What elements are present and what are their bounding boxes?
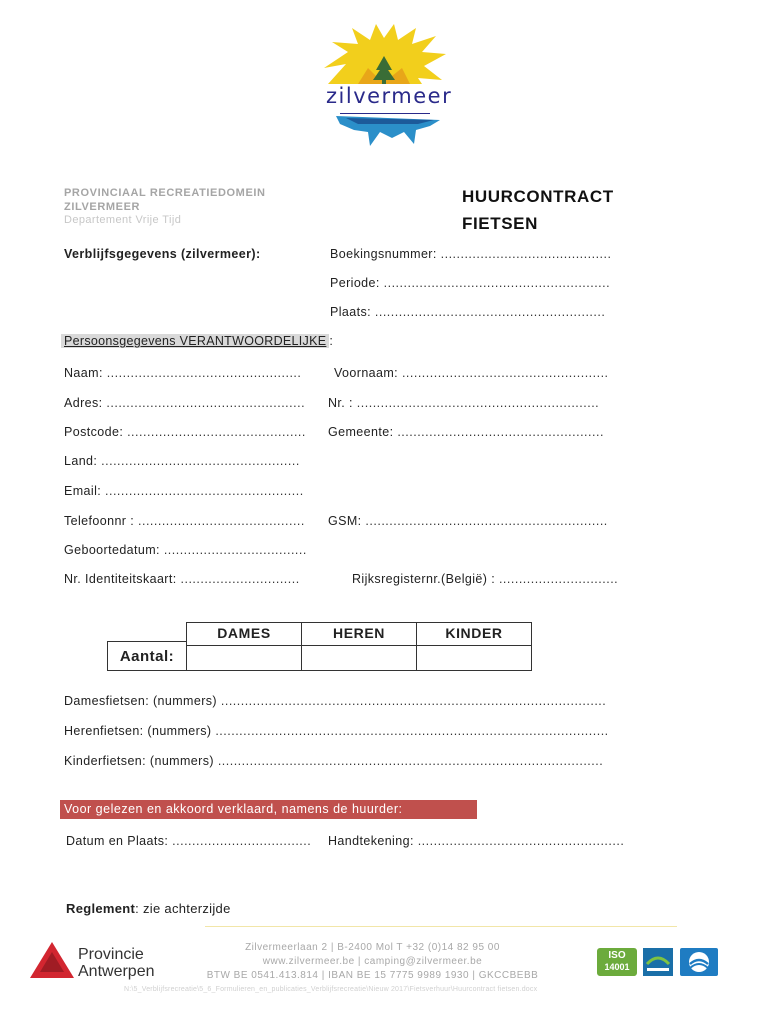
footer-divider (205, 926, 677, 927)
table-header-row (187, 623, 532, 646)
phone-label: Telefoonnr : (64, 514, 135, 528)
booking-number-field[interactable] (330, 247, 611, 261)
id-card-field[interactable] (64, 572, 300, 586)
kids-bike-numbers-field[interactable] (64, 754, 603, 768)
rules-note (66, 901, 231, 916)
province-logo (30, 942, 170, 982)
blue-flag-badge-icon (680, 948, 718, 976)
booking-number-label: Boekingsnummer: (330, 247, 437, 261)
province-name-line1: Provincie (78, 946, 144, 963)
postcode-label: Postcode: (64, 425, 124, 439)
water-icon (318, 116, 452, 148)
iso-badge (597, 948, 637, 976)
name-field[interactable] (64, 366, 301, 380)
name-label: Naam: (64, 366, 103, 380)
document-title-line1: HUURCONTRACT (462, 187, 614, 206)
agreement-banner: Voor gelezen en akkoord verklaard, namens de huurder: (60, 800, 477, 819)
column-header-dames: DAMES (187, 623, 302, 646)
footer-file-path: N:\5_Verblijfsrecreatie\5_6_Formulieren_en_publicaties_Verblijfsrecreatie\Nieuw 2017\Fietsverhuur\Huurcontract fietsen.docx (124, 986, 538, 993)
column-header-kinder: KINDER (417, 623, 532, 646)
place-label: Plaats: (330, 305, 372, 319)
personal-details-heading-colon: : (329, 334, 333, 348)
mobile-field[interactable] (328, 514, 608, 528)
bike-quantity-table (186, 622, 532, 671)
booking-number-dots: ........................................... (440, 247, 612, 261)
rules-text: : zie achterzijde (135, 901, 231, 916)
signature-label: Handtekening: (328, 834, 414, 848)
sun-icon (318, 24, 452, 86)
green-key-badge-icon (643, 948, 673, 976)
firstname-dots: .................................................... (401, 366, 609, 380)
mobile-dots: ............................................................. (365, 514, 608, 528)
firstname-label: Voornaam: (334, 366, 399, 380)
house-number-label: Nr. : (328, 396, 353, 410)
logo-underline (340, 113, 430, 114)
address-label: Adres: (64, 396, 103, 410)
table-row (187, 646, 532, 671)
phone-field[interactable] (64, 514, 305, 528)
province-name-line2: Antwerpen (78, 963, 155, 980)
department: Departement Vrije Tijd (64, 214, 182, 226)
iso-badge-label: ISO (608, 950, 626, 961)
footer-address: Zilvermeerlaan 2 | B-2400 Mol T +32 (0)14 82 95 00 (245, 942, 500, 953)
national-register-label: Rijksregisternr.(België) : (352, 572, 496, 586)
phone-dots: .......................................... (138, 514, 305, 528)
kids-bike-numbers-label: Kinderfietsen: (nummers) (64, 754, 214, 768)
place-dots: .......................................................... (374, 305, 606, 319)
municipality-field[interactable] (328, 425, 604, 439)
mens-bike-numbers-label: Herenfietsen: (nummers) (64, 724, 212, 738)
kids-bike-numbers-dots: ................................................................................................. (217, 754, 604, 768)
address-field[interactable] (64, 396, 305, 410)
zilvermeer-logo (318, 24, 452, 148)
province-triangle-icon (30, 942, 74, 980)
period-field[interactable] (330, 276, 610, 290)
house-number-field[interactable] (328, 396, 599, 410)
firstname-field[interactable] (334, 366, 609, 380)
email-dots: .................................................. (105, 484, 304, 498)
municipality-dots: .................................................... (397, 425, 604, 439)
period-label: Periode: (330, 276, 380, 290)
iso-badge-number: 14001 (604, 962, 630, 972)
birthdate-dots: .................................... (163, 543, 307, 557)
ladies-bike-numbers-field[interactable] (64, 694, 606, 708)
column-header-heren: HEREN (302, 623, 417, 646)
footer-web: www.zilvermeer.be | camping@zilvermeer.be (262, 956, 483, 967)
rules-label: Reglement (66, 901, 136, 916)
stay-details-label: Verblijfsgegevens (zilvermeer): (64, 247, 261, 261)
email-field[interactable] (64, 484, 304, 498)
id-card-label: Nr. Identiteitskaart: (64, 572, 177, 586)
date-place-field[interactable] (66, 834, 311, 848)
country-field[interactable] (64, 454, 300, 468)
id-card-dots: .............................. (180, 572, 300, 586)
birthdate-field[interactable] (64, 543, 307, 557)
quantity-row-label: Aantal: (107, 641, 186, 671)
org-name-line2: ZILVERMEER (64, 201, 141, 213)
mobile-label: GSM: (328, 514, 362, 528)
date-place-dots: ................................... (172, 834, 312, 848)
country-dots: .................................................. (101, 454, 300, 468)
personal-details-heading-text: Persoonsgegevens VERANTWOORDELIJKE (61, 334, 329, 348)
address-dots: .................................................. (106, 396, 306, 410)
national-register-field[interactable] (352, 572, 618, 586)
ladies-bike-numbers-dots: ................................................................................................. (220, 694, 607, 708)
org-name-line1: PROVINCIAAL RECREATIEDOMEIN (64, 187, 266, 199)
ladies-bike-numbers-label: Damesfietsen: (nummers) (64, 694, 217, 708)
signature-field[interactable] (328, 834, 624, 848)
place-field[interactable] (330, 305, 605, 319)
municipality-label: Gemeente: (328, 425, 394, 439)
birthdate-label: Geboortedatum: (64, 543, 160, 557)
name-dots: ................................................. (106, 366, 302, 380)
national-register-dots: .............................. (498, 572, 619, 586)
document-title-line2: FIETSEN (462, 214, 538, 233)
footer-bank: BTW BE 0541.413.814 | IBAN BE 15 7775 9989 1930 | GKCCBEBB (206, 970, 539, 981)
personal-details-heading (61, 334, 333, 348)
logo-wordmark: zilvermeer (326, 84, 453, 108)
quantity-cell-kinder[interactable] (417, 646, 532, 671)
email-label: Email: (64, 484, 102, 498)
postcode-field[interactable] (64, 425, 306, 439)
postcode-dots: ............................................. (127, 425, 306, 439)
date-place-label: Datum en Plaats: (66, 834, 169, 848)
mens-bike-numbers-field[interactable] (64, 724, 609, 738)
signature-dots: .................................................... (417, 834, 625, 848)
quantity-cell-heren[interactable] (302, 646, 417, 671)
period-dots: ......................................................... (383, 276, 611, 290)
quantity-cell-dames[interactable] (187, 646, 302, 671)
country-label: Land: (64, 454, 98, 468)
mens-bike-numbers-dots: ................................................................................................... (215, 724, 609, 738)
house-number-dots: ............................................................. (356, 396, 600, 410)
